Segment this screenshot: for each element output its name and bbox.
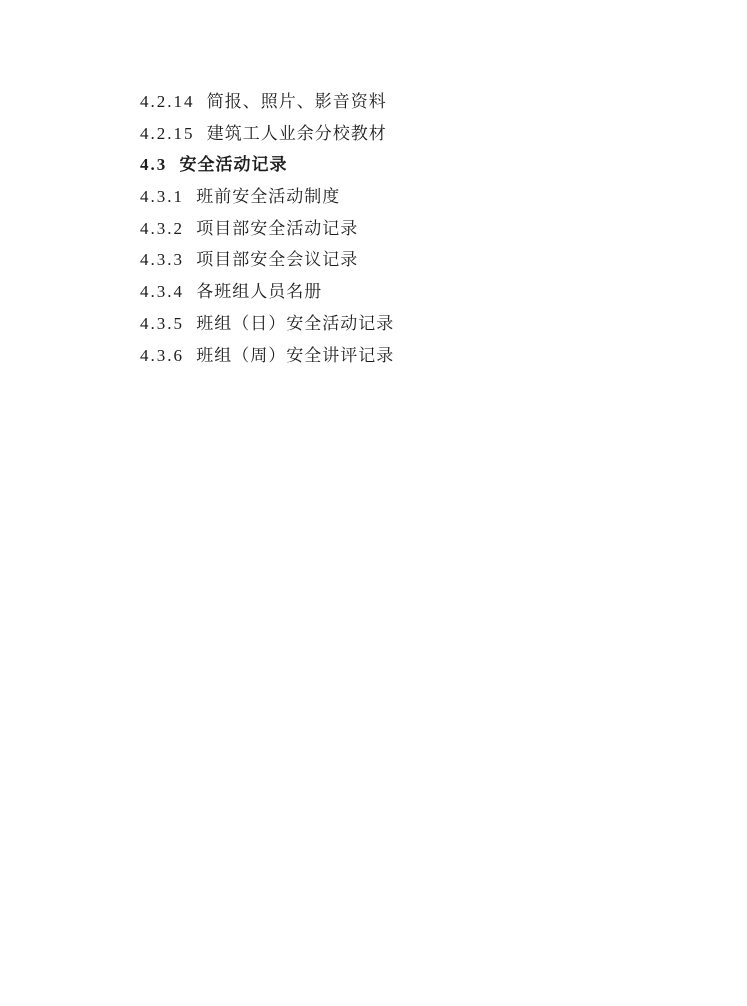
item-title: 安全活动记录	[179, 155, 288, 175]
list-item	[140, 244, 394, 276]
section-heading	[140, 149, 394, 181]
list-item	[140, 118, 394, 150]
item-number: 4.3.1	[140, 187, 184, 207]
item-number: 4.3.4	[140, 282, 184, 302]
item-title: 项目部安全会议记录	[196, 250, 359, 270]
item-number: 4.3.6	[140, 345, 184, 365]
item-number: 4.2.15	[140, 123, 195, 143]
list-item	[140, 86, 394, 118]
item-number: 4.2.14	[140, 92, 195, 111]
item-number: 4.3.2	[140, 218, 184, 238]
item-title: 班组（周）安全讲评记录	[196, 345, 395, 365]
document-content	[140, 86, 394, 371]
item-title: 项目部安全活动记录	[196, 218, 359, 238]
item-title: 各班组人员名册	[196, 282, 323, 302]
list-item	[140, 308, 394, 340]
item-title: 建筑工人业余分校教材	[206, 123, 387, 143]
list-item	[140, 340, 394, 372]
list-item	[140, 213, 394, 245]
item-title: 简报、照片、影音资料	[206, 92, 387, 111]
item-number: 4.3.5	[140, 313, 184, 333]
item-title: 班组（日）安全活动记录	[196, 313, 395, 333]
item-number: 4.3.3	[140, 250, 184, 270]
item-number: 4.3	[140, 155, 168, 175]
list-item	[140, 276, 394, 308]
item-title: 班前安全活动制度	[196, 187, 341, 207]
list-item	[140, 181, 394, 213]
